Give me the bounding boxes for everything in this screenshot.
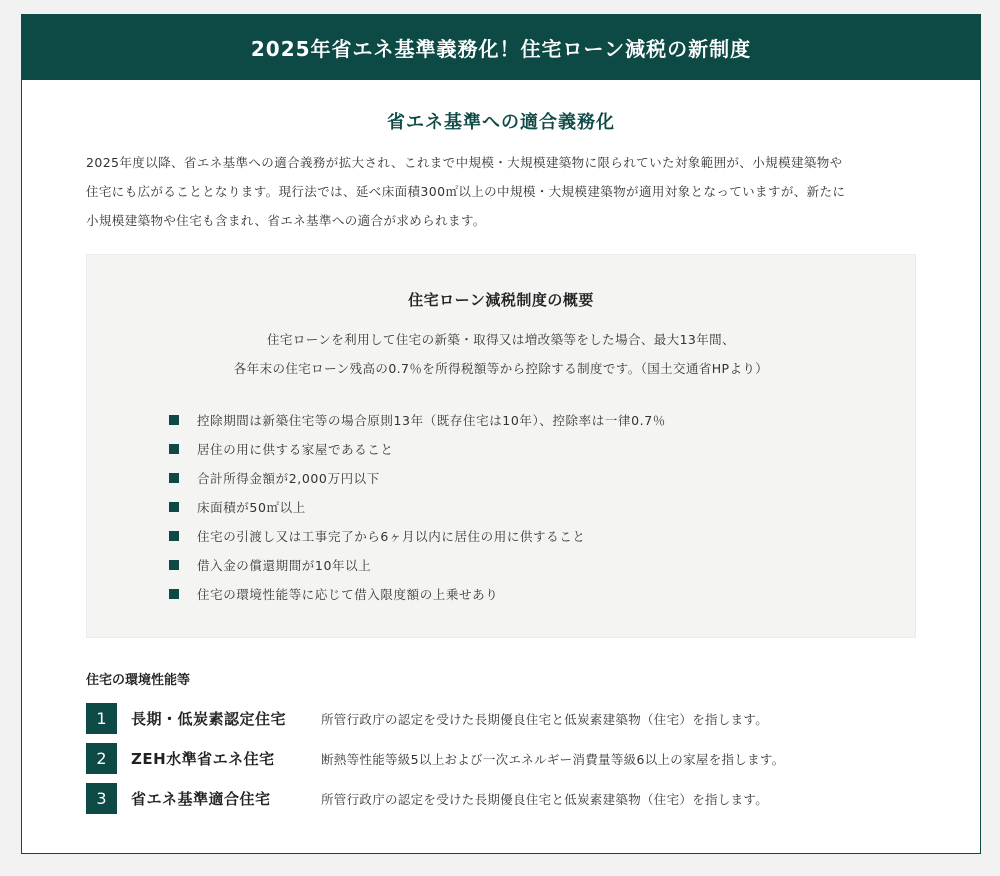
intro-line: 住宅にも広がることとなります。現行法では、延べ床面積300㎡以上の中規模・大規模建築物が適用対象となっていますが、新たに [86,184,846,199]
requirement-item [169,492,666,521]
page-header [22,15,980,80]
square-bullet-icon [169,589,179,599]
environment-list [86,703,785,823]
square-bullet-icon [169,531,179,541]
requirement-text: 床面積が50㎡以上 [197,499,306,515]
square-bullet-icon [169,560,179,570]
requirement-text: 居住の用に供する家屋であること [197,441,394,457]
requirement-item [169,521,666,550]
requirement-item [169,434,666,463]
intro-line: 小規模建築物や住宅も含まれ、省エネ基準への適合が求められます。 [86,213,486,228]
overview-description [87,325,915,383]
environment-item-desc: 断熱等性能等級5以上および一次エネルギー消費量等級6以上の家屋を指します。 [321,751,785,767]
overview-desc-line: 住宅ローンを利用して住宅の新築・取得又は増改築等をした場合、最大13年間、 [267,332,735,347]
intro-line: 2025年度以降、省エネ基準への適合義務が拡大され、これまで中規模・大規模建築物に限られていた対象範囲が、小規模建築物や [86,155,843,170]
number-badge: 1 [86,703,117,734]
square-bullet-icon [169,473,179,483]
number-badge: 3 [86,783,117,814]
requirement-text: 住宅の環境性能等に応じて借入限度額の上乗せあり [197,586,499,602]
environment-item-name: ZEH水準省エネ住宅 [131,750,275,768]
content-card [21,14,981,854]
environment-item-name: 省エネ基準適合住宅 [131,790,271,808]
requirement-item [169,463,666,492]
square-bullet-icon [169,444,179,454]
page-title: 2025年省エネ基準義務化！住宅ローン減税の新制度 [250,37,752,61]
number-badge: 2 [86,743,117,774]
intro-paragraph [86,148,916,235]
requirement-text: 合計所得金額が2,000万円以下 [197,470,380,486]
environment-item [86,783,785,814]
environment-item [86,743,785,774]
requirement-text: 控除期間は新築住宅等の場合原則13年（既存住宅は10年）、控除率は一律0.7％ [197,412,666,428]
requirement-item [169,579,666,608]
square-bullet-icon [169,502,179,512]
overview-box [86,254,916,638]
square-bullet-icon [169,415,179,425]
requirement-item [169,550,666,579]
environment-item [86,703,785,734]
requirement-item [169,405,666,434]
environment-item-name: 長期・低炭素認定住宅 [131,710,287,728]
environment-item-desc: 所管行政庁の認定を受けた長期優良住宅と低炭素建築物（住宅）を指します。 [321,791,769,807]
requirement-text: 借入金の償還期間が10年以上 [197,557,372,573]
requirements-list [169,405,666,608]
section-title: 省エネ基準への適合義務化 [387,112,615,133]
environment-heading: 住宅の環境性能等 [86,673,191,688]
overview-title: 住宅ローン減税制度の概要 [408,291,594,309]
environment-item-desc: 所管行政庁の認定を受けた長期優良住宅と低炭素建築物（住宅）を指します。 [321,711,769,727]
overview-desc-line: 各年末の住宅ローン残高の0.7％を所得税額等から控除する制度です。（国土交通省HPより） [233,361,769,376]
requirement-text: 住宅の引渡し又は工事完了から6ヶ月以内に居住の用に供すること [197,528,586,544]
